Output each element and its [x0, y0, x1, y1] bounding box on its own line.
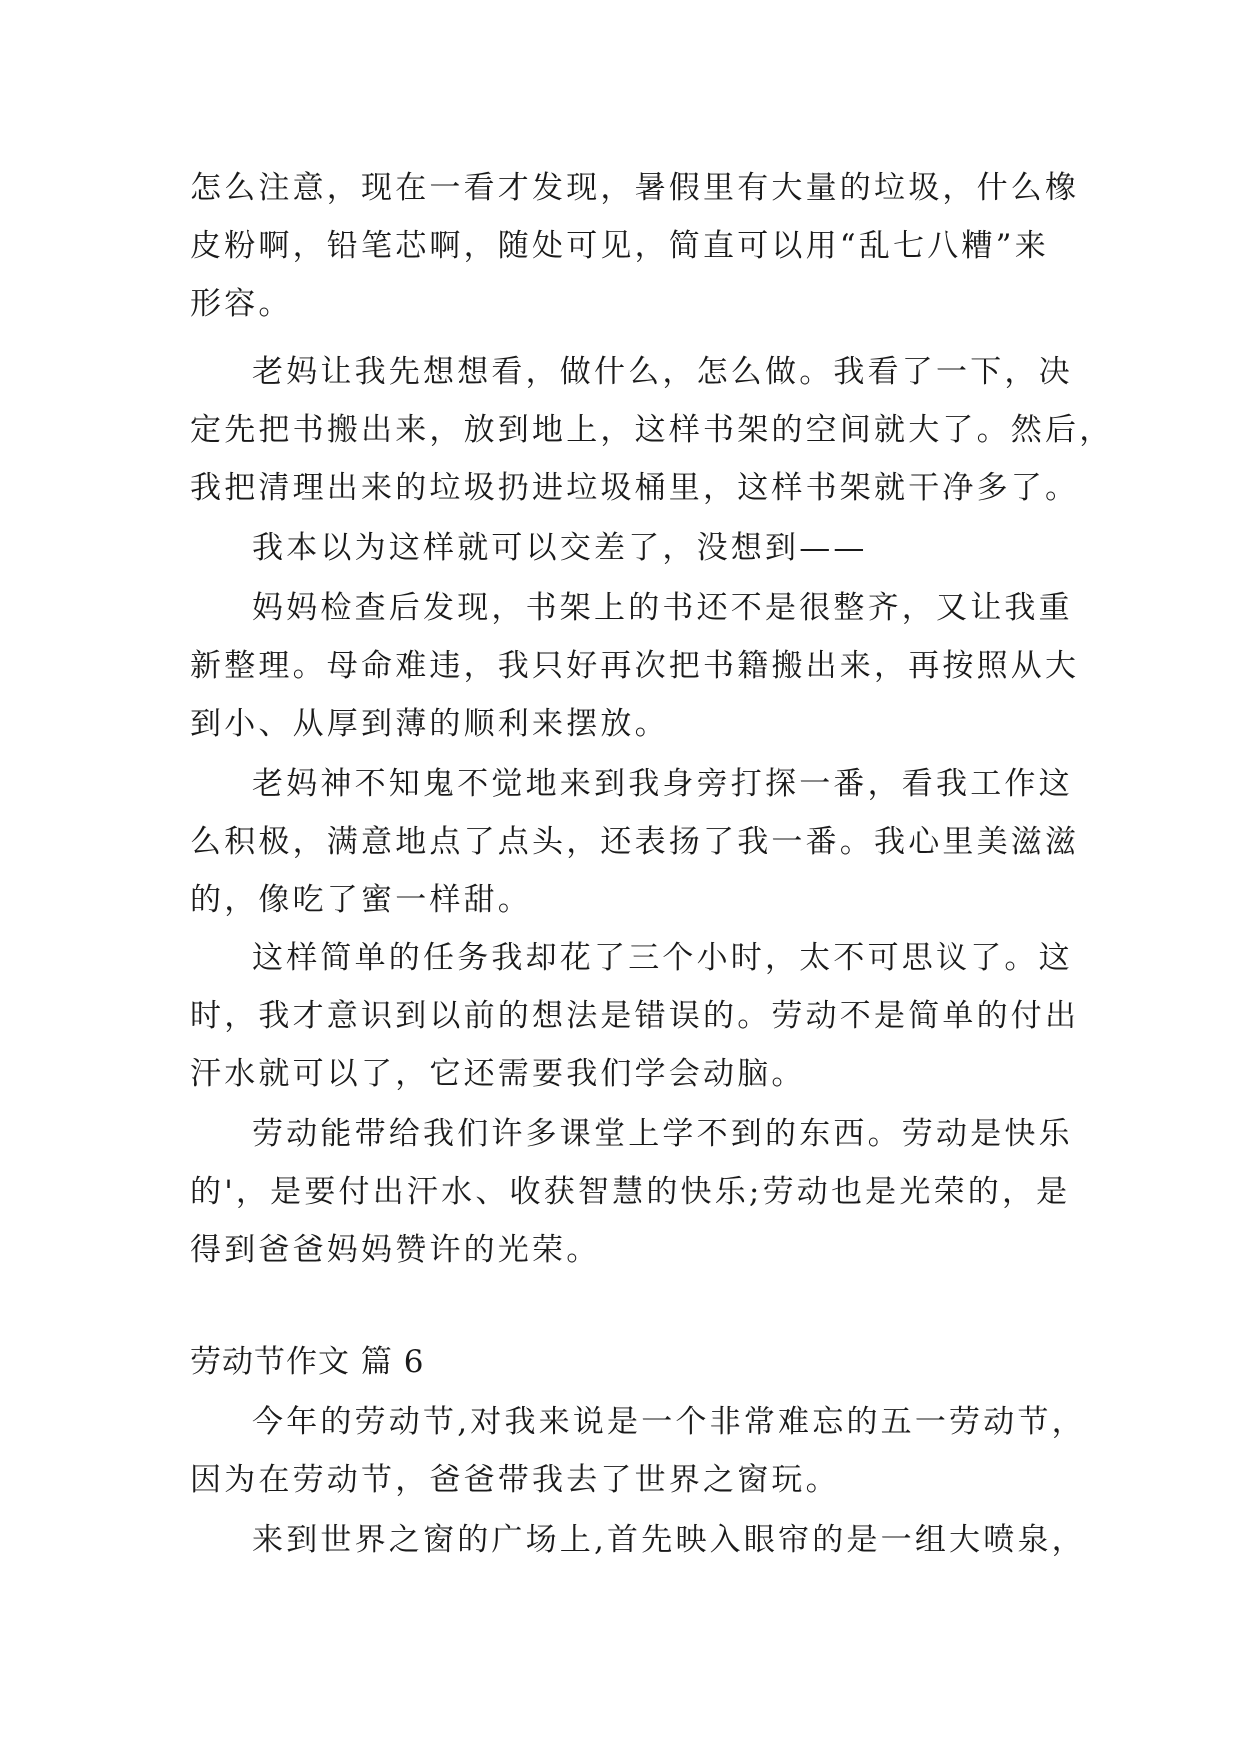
text-line: 时，我才意识到以前的想法是错误的。劳动不是简单的付出 — [190, 998, 1080, 1034]
paragraph-first-line: 老妈让我先想想看，做什么，怎么做。我看了一下，决 — [252, 354, 1073, 390]
section-heading: 劳动节作文 篇 6 — [190, 1344, 425, 1380]
text-line: 我把清理出来的垃圾扔进垃圾桶里，这样书架就干净多了。 — [190, 470, 1080, 506]
text-line: 么积极，满意地点了点头，还表扬了我一番。我心里美滋滋 — [190, 824, 1080, 860]
text-line: 的'，是要付出汗水、收获智慧的快乐;劳动也是光荣的，是 — [190, 1174, 1071, 1210]
text-line: 形容。 — [190, 286, 293, 322]
paragraph-first-line: 老妈神不知鬼不觉地来到我身旁打探一番，看我工作这 — [252, 766, 1073, 802]
paragraph-first-line: 来到世界之窗的广场上,首先映入眼帘的是一组大喷泉， — [252, 1522, 1086, 1558]
text-line: 皮粉啊，铅笔芯啊，随处可见，简直可以用“乱七八糟”来 — [190, 228, 1049, 264]
text-line: 汗水就可以了，它还需要我们学会动脑。 — [190, 1056, 806, 1092]
text-line: 新整理。母命难违，我只好再次把书籍搬出来，再按照从大 — [190, 648, 1080, 684]
paragraph-first-line: 我本以为这样就可以交差了，没想到—— — [252, 530, 868, 566]
paragraph-first-line: 妈妈检查后发现，书架上的书还不是很整齐，又让我重 — [252, 590, 1073, 626]
text-line: 的，像吃了蜜一样甜。 — [190, 882, 532, 918]
paragraph-first-line: 这样简单的任务我却花了三个小时，太不可思议了。这 — [252, 940, 1073, 976]
text-line: 得到爸爸妈妈赞许的光荣。 — [190, 1232, 601, 1268]
paragraph-first-line: 劳动能带给我们许多课堂上学不到的东西。劳动是快乐 — [252, 1116, 1073, 1152]
text-line: 定先把书搬出来，放到地上，这样书架的空间就大了。然后， — [190, 412, 1114, 448]
paragraph-first-line: 今年的劳动节,对我来说是一个非常难忘的五一劳动节， — [252, 1404, 1086, 1440]
text-line: 到小、从厚到薄的顺利来摆放。 — [190, 706, 669, 742]
text-line: 因为在劳动节，爸爸带我去了世界之窗玩。 — [190, 1462, 840, 1498]
text-line: 怎么注意，现在一看才发现，暑假里有大量的垃圾，什么橡 — [190, 170, 1080, 206]
document-page — [190, 0, 1114, 1754]
